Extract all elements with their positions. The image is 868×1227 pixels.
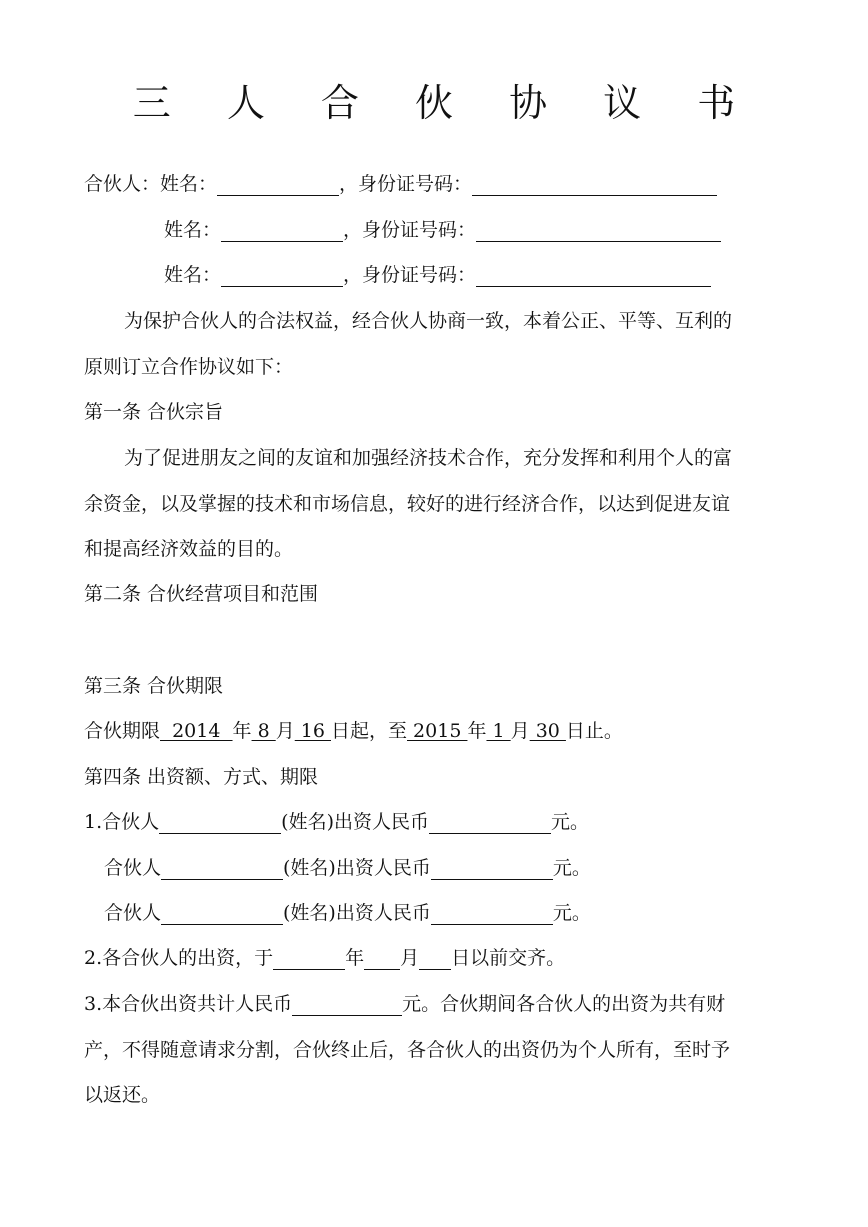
payment-deadline-line <box>84 946 565 970</box>
item2-text: 2.各合伙人的出资，于 <box>84 947 274 969</box>
item3-rest: 元。合伙期间各合伙人的出资为共有财 <box>402 993 726 1015</box>
partner-line-2 <box>164 218 721 242</box>
start-day: 16 <box>294 720 331 742</box>
name-blank[interactable] <box>217 175 339 196</box>
total-amount-blank[interactable] <box>292 995 402 1016</box>
article2-heading: 第二条 合伙经营项目和范围 <box>84 583 319 605</box>
term-line <box>84 719 623 743</box>
partner-label: 合伙人 <box>104 857 162 879</box>
article1-line-3: 和提高经济效益的目的。 <box>84 538 294 560</box>
article3-heading: 第三条 合伙期限 <box>84 675 224 697</box>
document-title: 三 人 合 伙 协 议 书 <box>132 81 758 125</box>
yuan-text: 元。 <box>552 902 591 924</box>
id-label: ，身份证号码： <box>343 264 477 286</box>
amount-blank[interactable] <box>429 813 551 834</box>
name-blank[interactable] <box>221 266 343 287</box>
name-paren-text: (姓名)出资人民币 <box>283 857 431 879</box>
name-paren-text: (姓名)出资人民币 <box>281 811 429 833</box>
yuan-text: 元。 <box>550 811 589 833</box>
end-year: 2015 <box>407 720 468 742</box>
year-unit: 年 <box>345 947 365 969</box>
deadline-day-blank[interactable] <box>419 949 451 970</box>
id-blank[interactable] <box>476 221 721 242</box>
id-blank[interactable] <box>476 266 711 287</box>
item3-line-2: 产，不得随意请求分割，合伙终止后，各合伙人的出资仍为个人所有，至时予 <box>84 1039 731 1061</box>
id-blank[interactable] <box>472 175 717 196</box>
intro-line-2: 原则订立合作协议如下： <box>84 356 294 378</box>
until-text: 日止。 <box>565 720 623 742</box>
deadline-year-blank[interactable] <box>273 949 345 970</box>
contribution-line-1 <box>84 810 589 834</box>
item3-line-3: 以返还。 <box>84 1084 161 1106</box>
item2-tail: 日以前交齐。 <box>451 947 566 969</box>
start-month: 8 <box>251 720 276 742</box>
contribution-line-3 <box>104 901 591 925</box>
partner-name-blank[interactable] <box>161 904 283 925</box>
article1-line-1: 为了促进朋友之间的友谊和加强经济技术合作，充分发挥和利用个人的富 <box>124 447 733 469</box>
month-unit: 月 <box>400 947 420 969</box>
name-label: 姓名： <box>164 219 222 241</box>
month-unit: 月 <box>275 720 295 742</box>
partner-line-3 <box>164 263 711 287</box>
intro-line-1: 为保护合伙人的合法权益，经合伙人协商一致，本着公正、平等、互利的 <box>124 310 733 332</box>
total-capital-line <box>84 992 725 1016</box>
end-month: 1 <box>486 720 511 742</box>
term-label: 合伙期限 <box>84 720 161 742</box>
article1-line-2: 余资金，以及掌握的技术和市场信息，较好的进行经济合作，以达到促进友谊 <box>84 493 731 515</box>
partner-name-blank[interactable] <box>159 813 281 834</box>
from-text: 日起，至 <box>331 720 408 742</box>
yuan-text: 元。 <box>552 857 591 879</box>
name-paren-text: (姓名)出资人民币 <box>283 902 431 924</box>
amount-blank[interactable] <box>431 859 553 880</box>
name-label: 姓名： <box>164 264 222 286</box>
partner-label: 合伙人 <box>102 811 160 833</box>
contribution-line-2 <box>104 856 591 880</box>
month-unit: 月 <box>510 720 530 742</box>
partner-lead: 合伙人： <box>84 173 161 195</box>
article1-heading: 第一条 合伙宗旨 <box>84 401 224 423</box>
article4-heading: 第四条 出资额、方式、期限 <box>84 766 319 788</box>
year-unit: 年 <box>232 720 252 742</box>
amount-blank[interactable] <box>431 904 553 925</box>
year-unit: 年 <box>467 720 487 742</box>
name-blank[interactable] <box>221 221 343 242</box>
partner-line-1 <box>84 172 717 196</box>
id-label: ，身份证号码： <box>339 173 473 195</box>
item-number: 1. <box>84 811 103 833</box>
name-label: 姓名： <box>160 173 218 195</box>
partner-name-blank[interactable] <box>161 859 283 880</box>
end-day: 30 <box>529 720 566 742</box>
id-label: ，身份证号码： <box>343 219 477 241</box>
deadline-month-blank[interactable] <box>364 949 400 970</box>
start-year: 2014 <box>160 720 233 742</box>
partner-label: 合伙人 <box>104 902 162 924</box>
item3-start: 3.本合伙出资共计人民币 <box>84 993 293 1015</box>
